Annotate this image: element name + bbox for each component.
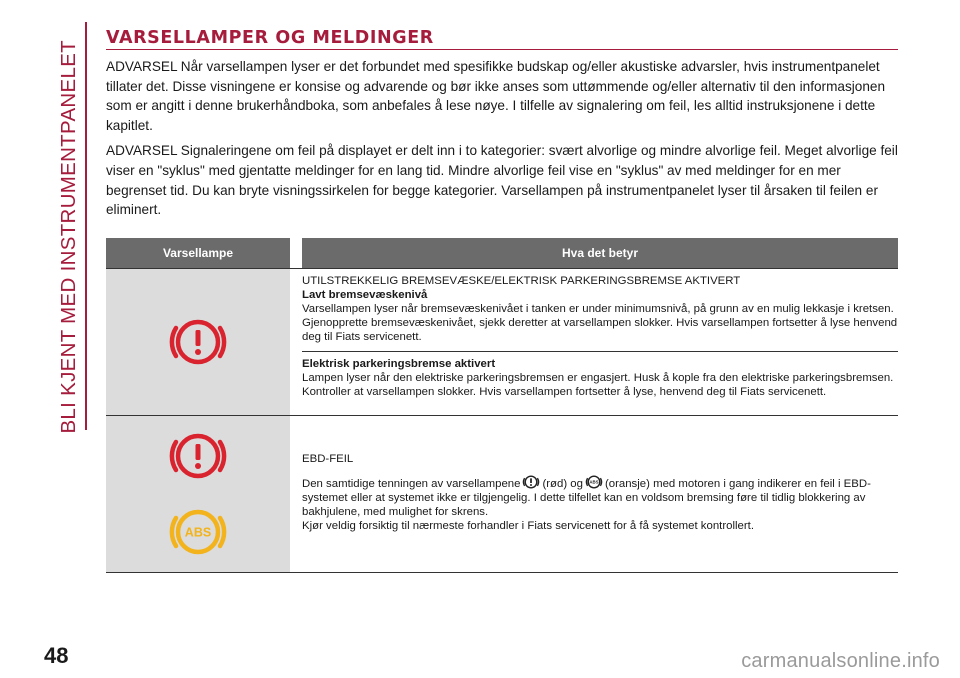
ebd-fault-heading: EBD-FEIL [302, 453, 354, 465]
parking-brake-block [302, 351, 898, 419]
chapter-side-title [52, 22, 86, 434]
chapter-side-rule [85, 22, 87, 430]
table-header [106, 238, 898, 268]
warning-paragraph-1: ADVARSEL Når varsellampen lyser er det forbundet med spesifikke budskap og/eller akustiske advarsler, hvis instrumentpanelet tillater det. Disse visningene er konsise og advarende og bør ikke anses som uttømmende og/eller alternativ til den informasjonen som er angitt i denne brukerhåndboka, som anbefales å lese nøye. I tilfelle av signalering om feil, les alltid instruksjonene i dette kapitlet. [106, 59, 886, 133]
lamp-cell [106, 416, 290, 572]
low-brake-fluid-block [302, 269, 898, 351]
block-description: Lampen lyser når den elektriske parkeringsbremsen er engasjert. Husk å kople fra den elektriske parkeringsbremsen. Kontroller at varsellampen slokker. Hvis varsellampen fortsetter å lyse, henvend deg til Fiats servicenett. [302, 372, 894, 398]
abs-warning-icon [585, 474, 603, 490]
site-watermark: carmanualsonline.info [741, 650, 940, 672]
meaning-cell [302, 416, 898, 572]
abs-icon-label: ABS [184, 525, 212, 540]
brake-warning-icon [167, 311, 229, 373]
header-lamp: Varsellampe [106, 238, 290, 268]
intro-text [106, 57, 898, 224]
block-bold-heading: Lavt bremsevæskenivå [302, 289, 428, 301]
warning-lights-table [106, 238, 898, 573]
block-caps-heading: UTILSTREKKELIG BREMSEVÆSKE/ELEKTRISK PARKERINGSBREMSE AKTIVERT [302, 275, 741, 287]
lamp-cell [106, 269, 290, 415]
chapter-title-text: BLI KJENT MED INSTRUMENTPANELET [57, 40, 80, 434]
block-description: Varsellampen lyser når bremsevæskenivået i tanken er under minimumsnivå, på grunn av en mulig lekkasje i kretsen. Gjenopprette bremsevæskenivået, sjekk deretter at varsellampen slokker. Hvis varsellampen fortsetter å lyse henvend deg til Fiats servicenett. [302, 303, 898, 343]
svg-text:ABS: ABS [589, 479, 599, 485]
warning-paragraph-2: ADVARSEL Signaleringene om feil på displayet er delt inn i to kategorier: svært alvorlige og mindre alvorlige feil. Meget alvorlige feil viser en "syklus" med gjentatte meldinger for en lang tid. Mindre alvorlige feil vise en "syklus" av med meldinger for en mer begrenset tid. Du kan bryte visningssirkelen for begge kategorier. Varsellampen på instrumentpanelet lyser til årsaken til feilen er eliminert. [106, 143, 898, 218]
ebd-fault-description: Den samtidige tenningen av varsellampene (rød) og ABS (oransje) med motoren i gang indikerer en feil i EBD-systemet eller at systemet ikke er tilgjengelig. I dette tilfellet kan en voldsom bremsing føre til tidlig blokkering av bakhjulene, med mulighet for skrens. Kjør veldig forsiktig til nærmeste forhandler i Fiats servicenett for å få systemet kontrollert. [302, 474, 898, 533]
brake-warning-icon [167, 425, 229, 487]
table-row [106, 415, 898, 573]
abs-warning-icon [167, 501, 229, 563]
header-meaning: Hva det betyr [302, 238, 898, 268]
block-bold-heading: Elektrisk parkeringsbremse aktivert [302, 358, 496, 370]
brake-warning-icon [522, 474, 540, 490]
meaning-cell [302, 269, 898, 415]
section-title-rule [106, 49, 898, 50]
page-number: 48 [44, 643, 69, 668]
section-title: VARSELLAMPER OG MELDINGER [106, 28, 434, 48]
table-row [106, 268, 898, 415]
